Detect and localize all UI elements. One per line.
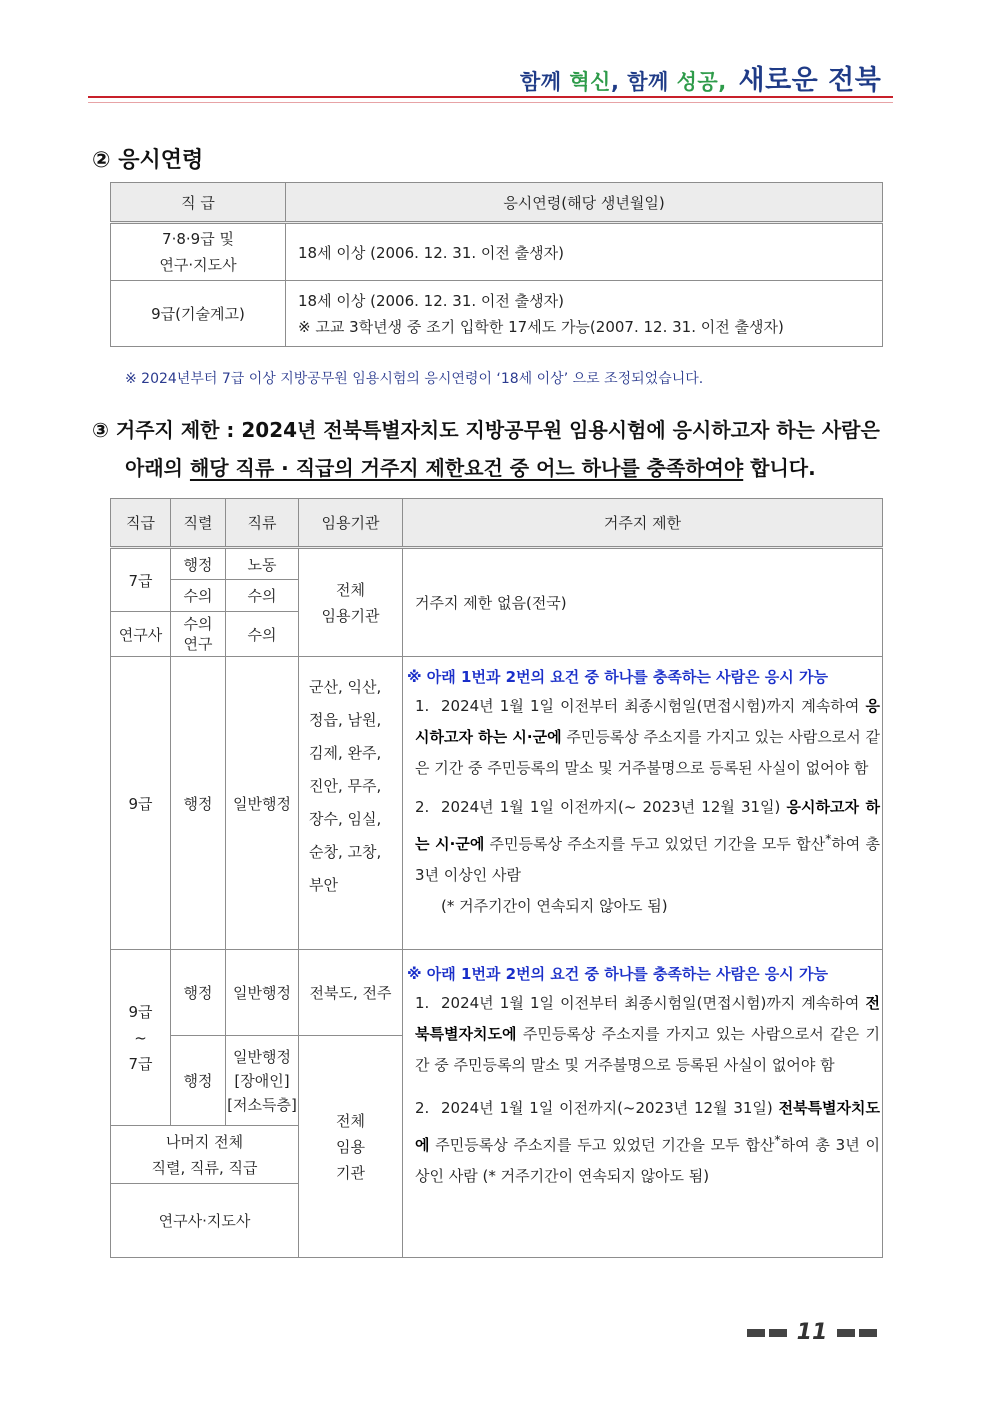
class-cell: 수의	[226, 612, 299, 657]
cell-text: 전체	[336, 1111, 365, 1130]
table-row	[111, 223, 883, 281]
agency-cell: 전북도, 전주	[299, 950, 403, 1036]
restriction-cell	[403, 657, 883, 950]
item-text: 주민등록상 주소지를 두고 있었던 기간을 모두 합산	[484, 835, 826, 853]
header-slogan	[520, 58, 881, 97]
condition-item-2	[415, 1093, 880, 1192]
cell-text: 전체	[336, 580, 365, 599]
city-text: 진안, 무주,	[309, 777, 382, 795]
class-cell: 일반행정	[226, 950, 299, 1036]
series-cell: 행정	[171, 950, 226, 1036]
cell-text: 18세 이상 (2006. 12. 31. 이전 출생자)	[298, 291, 564, 310]
city-text: 김제, 완주,	[309, 744, 382, 762]
cell-text: 나머지 전체	[165, 1132, 244, 1151]
cell-text: 7급	[128, 1054, 153, 1073]
cell-text: 수의	[183, 615, 213, 633]
section-heading-residence: ③ 거주지 제한 : 2024년 전북특별자치도 지방공무원 임용시험에 응시하고자 하는 사람은	[92, 418, 880, 442]
restriction-cell: 거주지 제한 없음(전국)	[403, 548, 883, 657]
cell-text: ~	[134, 1028, 147, 1047]
cell-text: 일반행정	[233, 1047, 291, 1066]
series-cell: 행정	[171, 657, 226, 950]
restriction-cell	[403, 950, 883, 1258]
item-number: 1.	[415, 697, 430, 715]
item-text: 2024년 1월 1일 이전부터 최종시험일(면접시험)까지 계속하여	[441, 697, 866, 715]
grade-cell: 7급	[111, 548, 171, 612]
age-cell	[286, 281, 883, 347]
age-note: ※ 2024년부터 7급 이상 지방공무원 임용시험의 응시연령이 ‘18세 이상’ 으로 조정되었습니다.	[125, 371, 704, 387]
class-cell	[226, 1036, 299, 1126]
column-header: 임용기관	[299, 499, 403, 548]
cell-text: ※ 고교 3학년생 중 조기 입학한 17세도 가능(2007. 12. 31. 이전 출생자)	[298, 317, 784, 336]
class-cell: 수의	[226, 580, 299, 612]
condition-title: ※ 아래 1번과 2번의 요건 중 하나를 충족하는 사람은 응시 가능	[407, 965, 828, 983]
series-cell: 행정	[171, 548, 226, 580]
item-number: 1.	[415, 994, 430, 1012]
class-cell: 노동	[226, 548, 299, 580]
header-divider-thin	[88, 102, 893, 103]
footer-bar	[859, 1329, 877, 1337]
item-bold: 응시하고자 하는 시·군에	[415, 798, 880, 853]
section-heading-age: ② 응시연령	[92, 148, 204, 173]
city-text: 군산, 익산,	[309, 678, 382, 696]
slogan-text: , 함께	[610, 70, 677, 94]
condition-item-1	[415, 988, 880, 1081]
table-row	[111, 281, 883, 347]
city-text: 정읍, 남원,	[309, 711, 382, 729]
item-bold: 전북특별자치도에	[415, 994, 880, 1043]
age-cell: 18세 이상 (2006. 12. 31. 이전 출생자)	[286, 223, 883, 281]
grade-cell: 9급(기술계고)	[111, 281, 286, 347]
grade-cell: 9급	[111, 657, 171, 950]
slogan-text: 성공	[676, 70, 719, 94]
footer-bar	[747, 1329, 765, 1337]
column-header: 직류	[226, 499, 299, 548]
table-row	[111, 950, 883, 1036]
item-text: 하여 총 3년 이상인 사람 (* 거주기간이 연속되지 않아도 됨)	[415, 1136, 880, 1185]
grade-cell	[111, 1126, 299, 1184]
cell-text: [장애인]	[234, 1071, 290, 1090]
heading-text: 합니다.	[743, 456, 816, 480]
cell-text: 9급	[128, 1002, 153, 1021]
condition-item-1	[415, 691, 880, 784]
item-text: 하여 총 3년 이상인 사람	[415, 835, 880, 884]
slogan-text: 혁신	[569, 70, 611, 94]
item-text: 주민등록상 주소지를 두고 있었던 기간을 모두 합산	[429, 1136, 775, 1154]
column-header: 직급	[111, 499, 171, 548]
cell-text: 7·8·9급 및	[162, 230, 234, 248]
grade-cell	[111, 223, 286, 281]
city-text: 장수, 임실,	[309, 810, 382, 828]
cell-text: 직렬, 직류, 직급	[151, 1158, 258, 1177]
item-text: 주민등록상 주소지를 가지고 있는 사람으로서 같은 기간 중 주민등록의 말소 및 거주불명으로 등록된 사실이 없어야 함	[415, 1025, 880, 1074]
footnote-mark: *	[774, 1132, 781, 1147]
brand-name: 새로운 전북	[738, 65, 882, 96]
slogan-text: 함께	[520, 70, 570, 94]
heading-underlined: 해당 직류 · 직급의 거주지 제한요건 중 어느 하나를 충족하여야	[189, 456, 744, 480]
item-bold: 응시하고자 하는 시·군에	[415, 697, 880, 746]
class-cell: 일반행정	[226, 657, 299, 950]
cell-text: 연구	[183, 635, 213, 653]
condition-item-2	[415, 792, 880, 922]
footer-bar	[837, 1329, 855, 1337]
series-cell	[171, 612, 226, 657]
city-text: 부안	[309, 876, 338, 894]
item-text: 2024년 1월 1일 이전부터 최종시험일(면접시험)까지 계속하여	[441, 994, 866, 1012]
column-header: 직 급	[111, 183, 286, 223]
page-number	[745, 1320, 879, 1345]
footnote-mark: *	[825, 831, 832, 846]
table-row	[111, 548, 883, 580]
item-number: 2.	[415, 798, 430, 816]
grade-cell: 연구사·지도사	[111, 1184, 299, 1258]
slogan-text: ,	[718, 70, 735, 94]
cell-text: 연구·지도사	[159, 256, 237, 274]
column-header: 응시연령(해당 생년월일)	[286, 183, 883, 223]
item-text: 2024년 1월 1일 이전까지(~ 2023년 12월 31일)	[441, 798, 787, 816]
item-note: (* 거주기간이 연속되지 않아도 됨)	[441, 897, 668, 915]
item-text: 2024년 1월 1일 이전까지(~2023년 12월 31일)	[441, 1099, 779, 1117]
header-divider	[88, 96, 893, 98]
agency-cell	[299, 548, 403, 657]
cell-text: [저소득층]	[227, 1095, 297, 1114]
cell-text: 임용기관	[321, 606, 380, 625]
column-header: 직렬	[171, 499, 226, 548]
city-text: 순창, 고창,	[309, 843, 382, 861]
column-header: 거주지 제한	[403, 499, 883, 548]
age-table	[110, 182, 883, 347]
condition-title: ※ 아래 1번과 2번의 요건 중 하나를 충족하는 사람은 응시 가능	[407, 668, 828, 686]
section-heading-residence-line2	[125, 452, 816, 481]
heading-text: 아래의	[125, 456, 190, 480]
agency-cell	[299, 657, 403, 950]
residence-table	[110, 498, 883, 1258]
agency-cell	[299, 1036, 403, 1258]
page-number-text: 11	[796, 1320, 828, 1345]
grade-cell: 연구사	[111, 612, 171, 657]
footer-bar	[769, 1329, 787, 1337]
cell-text: 기관	[336, 1163, 365, 1182]
item-bold: 전북특별자치도에	[415, 1099, 880, 1154]
series-cell: 수의	[171, 580, 226, 612]
item-text: 주민등록상 주소지를 가지고 있는 사람으로서 같은 기간 중 주민등록의 말소 및 거주불명으로 등록된 사실이 없어야 함	[415, 728, 880, 777]
series-cell: 행정	[171, 1036, 226, 1126]
item-number: 2.	[415, 1099, 430, 1117]
cell-text: 임용	[336, 1137, 365, 1156]
table-row	[111, 657, 883, 950]
grade-cell	[111, 950, 171, 1126]
